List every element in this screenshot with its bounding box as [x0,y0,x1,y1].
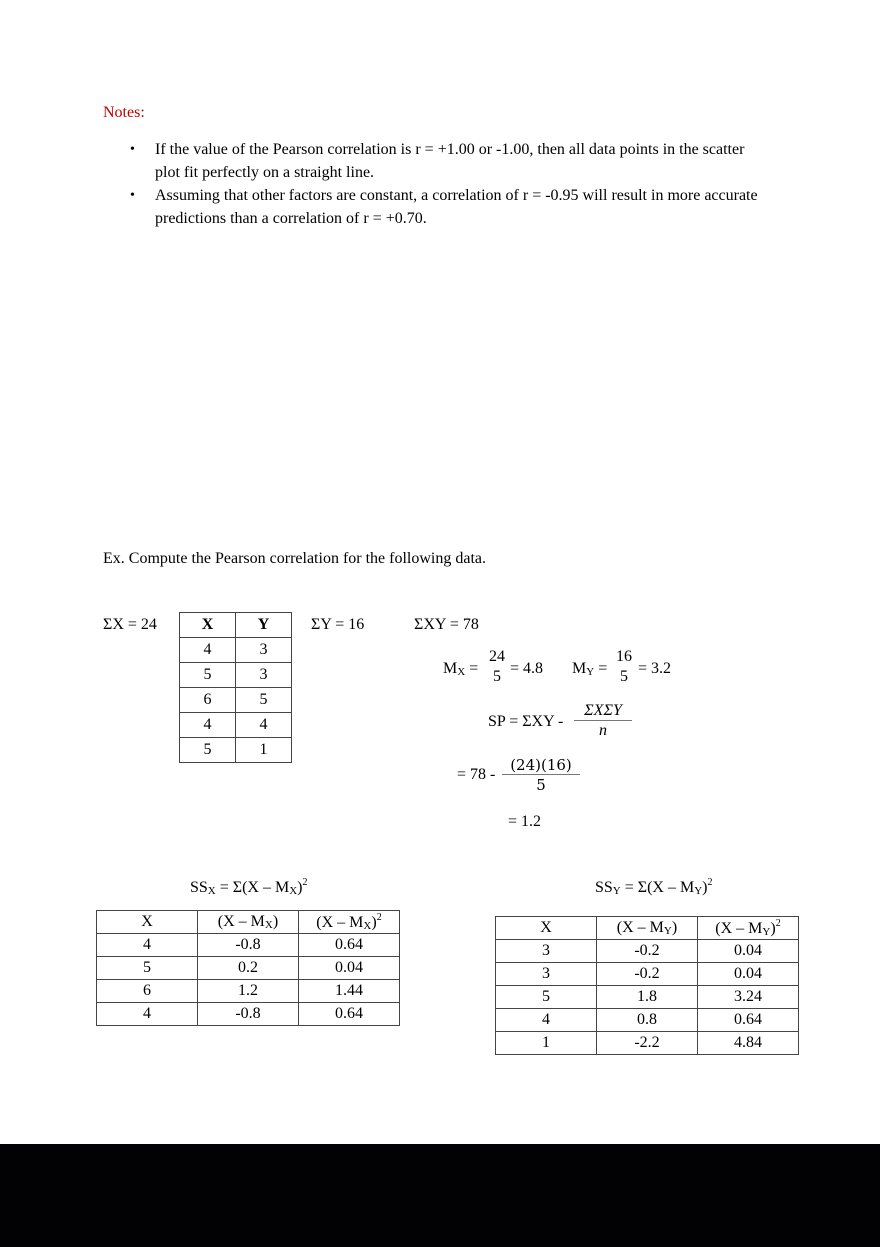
cell: 3 [496,940,597,963]
cell: 6 [97,980,198,1003]
ss-symbol: SS [190,879,208,896]
cell: 5 [180,738,236,763]
cell: 1.8 [597,986,698,1009]
ssy-formula [595,877,712,897]
mean-x-label [443,660,478,678]
cell: 5 [97,957,198,980]
numerator: 16 [616,648,632,665]
sp-formula-fraction [574,702,632,741]
header-cell: (X – MX)$^2$ [299,911,400,934]
table-row [496,1009,799,1032]
mean-x-result: = 4.8 [510,660,544,677]
mean-x-subscript: X [457,666,466,678]
header-cell: (X – MY) [597,917,698,940]
notes-bullet-1 [130,138,770,184]
table-row [496,986,799,1009]
xy-data-table [179,612,292,763]
numerator: (24)(16) [502,756,580,775]
cell: 5 [180,663,236,688]
cell: 4 [180,713,236,738]
cell: 0.64 [698,1009,799,1032]
header-cell: (X – MY)$^2$ [698,917,799,940]
cell: 5 [496,986,597,1009]
table-row [180,738,292,763]
table-row [496,940,799,963]
cell: 0.8 [597,1009,698,1032]
notes-list [130,138,770,230]
superscript: 2 [302,877,308,888]
table-header-row [97,911,400,934]
ssy-table [495,916,799,1055]
notes-bullet-2 [130,184,770,230]
mean-y-symbol: M [572,660,587,677]
subscript: X [207,885,216,897]
paren: ) [702,879,708,896]
mean-y-subscript: Y [586,666,595,678]
bullet-icon: • [130,142,135,157]
table-header-row [496,917,799,940]
bullet-icon: • [130,188,135,203]
mean-y-result: = 3.2 [638,660,672,677]
notes-bullet-text: Assuming that other factors are constant, a correlation of r = -0.95 will result in more accurate predictions than a correlation of r = +0.70. [155,187,758,227]
sp-step2-lhs: = 78 - [457,766,496,783]
cell: -0.2 [597,940,698,963]
cell: 5 [236,688,292,713]
sp-step2-fraction [502,756,580,795]
sum-x: ΣX = 24 [103,616,157,633]
equals: = [598,660,608,677]
table-row [97,980,400,1003]
example-title: Ex. Compute the Pearson correlation for the following data. [103,550,487,567]
cell: -0.2 [597,963,698,986]
numerator: 24 [489,648,505,665]
cell: -0.8 [198,934,299,957]
ssx-table [96,910,400,1026]
mean-y-label [572,660,607,678]
numerator: ΣXΣY [574,702,632,721]
equals: = [469,660,479,677]
table-row [180,663,292,688]
cell: 4.84 [698,1032,799,1055]
denominator: 5 [620,668,628,685]
cell: 4 [496,1009,597,1032]
sp-formula-lhs: SP = ΣXY - [488,713,564,730]
cell: 0.04 [698,963,799,986]
cell: 4 [97,1003,198,1026]
header-x: X [180,613,236,638]
header-y: Y [236,613,292,638]
table-row [496,963,799,986]
denominator: 5 [493,668,501,685]
cell: 0.64 [299,1003,400,1026]
table-row [97,934,400,957]
sum-xy: ΣXY = 78 [414,616,479,633]
cell: 4 [236,713,292,738]
denominator: n [599,722,607,739]
header-cell: X [97,911,198,934]
ss-symbol: SS [595,879,613,896]
sum-y: ΣY = 16 [311,616,365,633]
subscript: Y [612,885,621,897]
mean-x-fraction [484,648,510,687]
table-row [180,688,292,713]
superscript: 2 [707,877,713,888]
cell: 3.24 [698,986,799,1009]
table-row [496,1032,799,1055]
table-header-row [180,613,292,638]
formula-body: = Σ(X – M [620,879,695,896]
cell: 0.04 [698,940,799,963]
table-row [97,957,400,980]
denominator: 5 [536,776,546,794]
cell: 1.2 [198,980,299,1003]
cell: 0.2 [198,957,299,980]
table-row [97,1003,400,1026]
ssx-formula [190,877,307,897]
notes-bullet-text: If the value of the Pearson correlation is r = +1.00 or -1.00, then all data points in the scatter plot fit perfectly on a straight line. [155,141,745,181]
cell: 6 [180,688,236,713]
subscript: Y [694,885,703,897]
mean-y-fraction [612,648,636,687]
subscript: X [289,885,298,897]
cell: -0.8 [198,1003,299,1026]
paren: ) [297,879,303,896]
bottom-black-bar [0,1144,880,1247]
cell: -2.2 [597,1032,698,1055]
cell: 3 [236,663,292,688]
cell: 3 [496,963,597,986]
cell: 1 [236,738,292,763]
cell: 1 [496,1032,597,1055]
table-row [180,638,292,663]
cell: 3 [236,638,292,663]
cell: 4 [180,638,236,663]
cell: 0.64 [299,934,400,957]
header-cell: (X – MX) [198,911,299,934]
sp-result: = 1.2 [508,813,542,830]
mean-x-symbol: M [443,660,458,677]
cell: 1.44 [299,980,400,1003]
cell: 0.04 [299,957,400,980]
notes-title: Notes: [103,104,145,121]
header-cell: X [496,917,597,940]
cell: 4 [97,934,198,957]
formula-body: = Σ(X – M [215,879,290,896]
table-row [180,713,292,738]
